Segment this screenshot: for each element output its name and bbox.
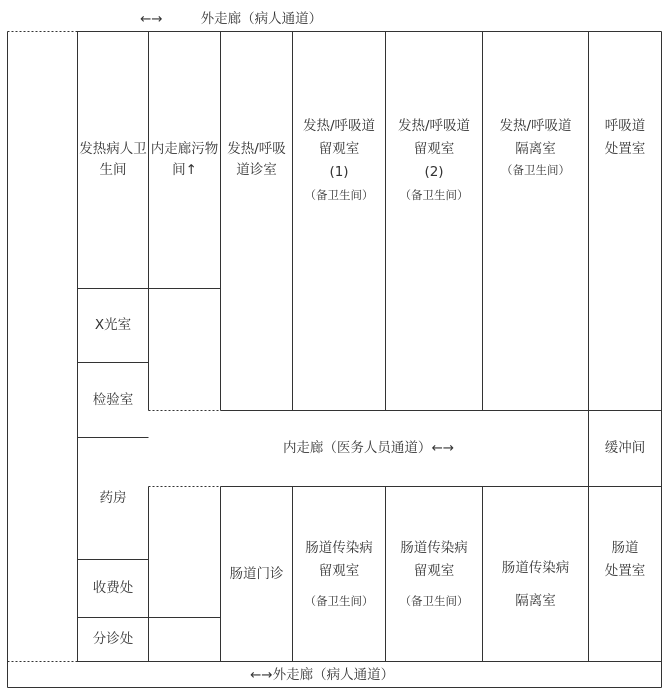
room-label-line1: 发热/呼吸 [227, 141, 286, 157]
room-label-line1: 发热/呼吸道 [397, 118, 471, 134]
bidirectional-arrow-icon: ←→ [250, 666, 273, 683]
room-label-line2: 道诊室 [236, 162, 277, 178]
room-cashier [78, 560, 148, 617]
room-label: 分诊处 [92, 631, 134, 647]
room-label-line2: 留观室 [318, 141, 360, 157]
room-label-line1: 肠道传染病 [501, 560, 570, 576]
room-label-line2: 生间 [99, 162, 127, 178]
room-label-line1: 发热病人卫 [79, 141, 147, 157]
room-fever-observation-1 [293, 116, 385, 236]
room-enteric-treatment [589, 538, 661, 588]
room-label: 收费处 [92, 580, 134, 596]
room-label-line2: 隔离室 [515, 593, 556, 609]
room-label-line1: 肠道传染病 [305, 540, 373, 556]
outer-corridor-top [140, 8, 350, 30]
outer-corridor-bottom-label: 外走廊（病人通道） [272, 666, 395, 683]
room-label: 药房 [99, 490, 127, 506]
room-fever-observation-2 [386, 116, 482, 236]
room-fever-toilet [78, 32, 148, 288]
room-label: 缓冲间 [604, 440, 646, 456]
room-lab [78, 363, 148, 437]
room-label-line2: 隔离室 [515, 141, 556, 157]
outer-corridor-bottom [250, 664, 450, 686]
room-pharmacy [78, 438, 148, 559]
room-enteric-observation-1 [293, 538, 385, 618]
room-label-line2: 处置室 [604, 141, 646, 157]
room-label-line3: (1) [329, 164, 349, 180]
room-respiratory-treatment [589, 116, 661, 236]
room-label-line2: 处置室 [604, 563, 646, 579]
room-enteric-clinic [221, 487, 292, 661]
room-label-line1: 呼吸道 [604, 118, 646, 134]
room-label-line1: 发热/呼吸道 [302, 118, 376, 134]
room-label-line2: 留观室 [413, 563, 455, 579]
room-note: （备卫生间） [399, 188, 469, 202]
room-label-line3: (2) [424, 164, 444, 180]
room-label: 肠道门诊 [229, 565, 284, 582]
room-triage [78, 618, 148, 661]
room-label-line1: 肠道传染病 [400, 540, 468, 556]
bidirectional-arrow-icon: ←→ [140, 10, 163, 27]
room-label: 检验室 [92, 391, 134, 408]
room-label-line2: 间↑ [172, 162, 197, 178]
bidirectional-arrow-icon: ←→ [431, 440, 455, 456]
room-label-line1: 发热/呼吸道 [499, 118, 572, 134]
room-note: （备卫生间） [501, 163, 570, 177]
room-enteric-observation-2 [386, 538, 482, 618]
room-buffer [589, 411, 661, 486]
outer-corridor-top-label: 外走廊（病人通道） [200, 10, 323, 27]
room-xray [78, 289, 148, 362]
room-note: （备卫生间） [304, 594, 374, 608]
room-label-line2: 留观室 [318, 563, 360, 579]
room-label: X光室 [94, 317, 132, 333]
room-fever-isolation [483, 116, 588, 236]
room-enteric-isolation [483, 558, 588, 618]
inner-corridor-label: 内走廊（医务人员通道） [282, 440, 432, 456]
room-note: （备卫生间） [304, 188, 374, 202]
room-label-line1: 内走廊污物 [150, 141, 219, 157]
inner-corridor [149, 411, 588, 486]
room-inner-waste [149, 32, 220, 288]
room-fever-clinic [221, 32, 292, 288]
room-label-line1: 肠道 [611, 540, 639, 556]
room-note: （备卫生间） [399, 594, 469, 608]
room-label-line2: 留观室 [413, 141, 455, 157]
